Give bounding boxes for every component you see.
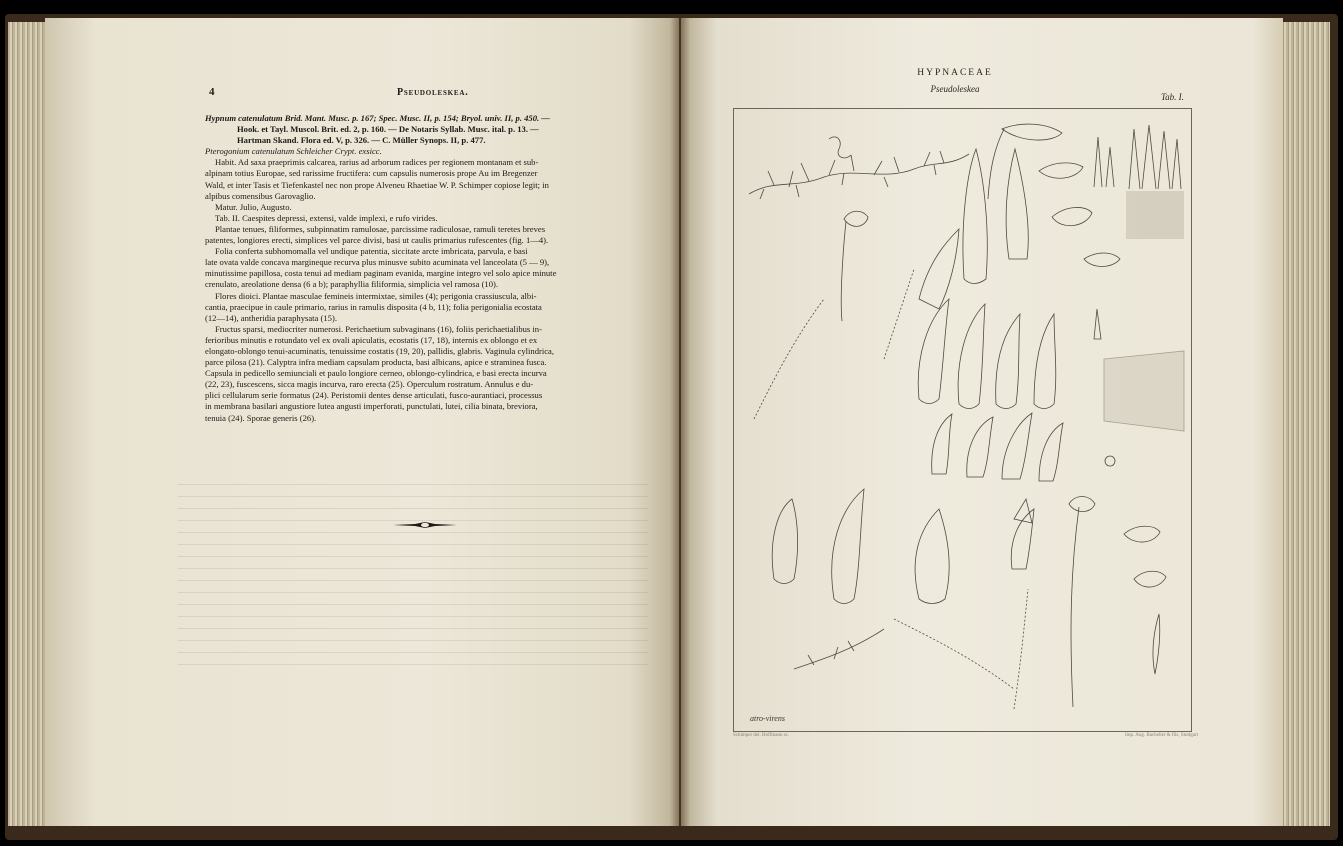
text-line: in membrana basilari angustiore lutea angusti imperforati, punctulati, lutei, cilia binata, breviora, xyxy=(205,401,538,412)
moss-shoot-illustration xyxy=(754,269,1028,709)
text-line: crenulato, areolatione densa (6 a b); paraphyllia filiformia, simplicia vel ramosa (10). xyxy=(205,279,499,290)
plate-caption: atro-virens xyxy=(750,714,785,723)
plate-genus: Pseudoleskea xyxy=(930,84,980,94)
text-line: Pterogonium catenulatum Schleicher Crypt. exsicc. xyxy=(205,146,382,157)
text-line: parce pilosa (21). Calyptra infra mediam capsulam producta, basi albicans, apice e straminea fusca. xyxy=(205,357,547,368)
page-number: 4 xyxy=(209,86,215,98)
page-edges-left xyxy=(8,22,50,826)
text-line: (22, 23), fuscescens, sicca magis incurva, raro erecta (25). Operculum rostratum. Annulus e du- xyxy=(205,379,534,390)
capsule-illustration xyxy=(988,124,1120,266)
text-line: tenuia (24). Sporae generis (26). xyxy=(205,412,317,423)
text-line: cantia, praecipue in caule primario, rarius in ramulis disposita (4 b, 11); folia perigonialia ecostata xyxy=(205,301,542,312)
page-header xyxy=(205,87,675,101)
moss-habit-illustration xyxy=(749,137,969,199)
leaf-illustrations xyxy=(772,149,1063,604)
plate-family: HYPNACEAE xyxy=(917,68,993,78)
text-line: Tab. II. Caespites depressi, extensi, valde implexi, e rufo virides. xyxy=(215,212,438,223)
engraver-credit-left: Schimper del. Hoffmann sc. xyxy=(733,733,790,738)
page-edges-right xyxy=(1283,22,1330,826)
text-line: Hypnum catenulatum Brid. Mant. Musc. p. 167; Spec. Musc. II, p. 154; Bryol. univ. II, p. 450. — xyxy=(205,113,550,123)
text-line: Fructus sparsi, mediocriter numerosi. Perichaetium subvaginans (16), foliis perichaetialibus in- xyxy=(215,323,542,334)
text-line: Habit. Ad saxa praeprimis calcarea, rarius ad arborum radices per regionem montanam et sub- xyxy=(215,157,539,168)
text-line: plici cellularum serie formatus (24). Peristomii dentes dense articulati, fusco-aurantiaci, processus xyxy=(205,390,543,401)
text-line: Flores dioici. Plantae masculae femineis intermixtae, similes (4); perigonia crassiuscula, albi- xyxy=(215,290,537,301)
show-through-text xyxy=(178,478,648,668)
text-line: (12—14), antheridia paraphysata (15). xyxy=(205,312,337,323)
plate-number: Tab. I. xyxy=(1161,92,1184,102)
text-line: Matur. Julio, Augusto. xyxy=(215,201,292,212)
text-line: alpibus comensibus Garovaglio. xyxy=(205,190,316,201)
text-line: Folia conferta subhomomalla vel undique patentia, siccitate arcte imbricata, parvula, e basi xyxy=(215,246,528,257)
botanical-plate xyxy=(733,108,1192,732)
text-line: elongato-oblongo tenui-acuminatis, tenuissime costatis (19, 20), pallidis, glabris. Vaginula cylindrica, xyxy=(205,345,555,356)
text-line: Hartman Skand. Flora ed. V, p. 326. — C. Müller Synops. II, p. 477. xyxy=(237,135,486,146)
printer-credit-right: Imp. Aug. Bachelier & fils, Stuttgart xyxy=(1125,733,1199,738)
text-line: Capsula in pedicello semiunciali et paulo longiore cerneo, oblongo-cylindrica, e basi erecta incurva xyxy=(205,368,547,379)
peristome-illustration xyxy=(1094,125,1184,239)
text-line: Plantae tenues, filiformes, subpinnatim ramulosae, parcissime radiculosae, ramuli teretes breves xyxy=(215,223,546,234)
text-line: patentes, longiores erecti, simplices vel parce divisi, basi ut caulis primarius rufescentes (fig. 1—4). xyxy=(205,235,549,246)
text-line: minutissime papillosa, costa tenui ad mediam paginam evanida, margine integro vel solo apice minute xyxy=(205,268,557,279)
sporophyte-illustration xyxy=(841,211,1166,707)
cell-detail-illustration xyxy=(1014,309,1184,523)
text-line: Hook. et Tayl. Muscol. Brit. ed. 2, p. 160. — De Notaris Syllab. Musc. ital. p. 13. — xyxy=(237,124,539,135)
ornament-rule xyxy=(393,521,457,529)
running-head: Pseudoleskea. xyxy=(397,87,469,98)
text-line: Wald, et inter Tasis et Tiefenkastel nec non prope Alveneu Rhaetiae W. P. Schimper copiose legit; in xyxy=(205,179,549,190)
text-line: ferioribus minutis e rotundato vel ex ovali apiculatis, ecostatis (17, 18), internis ex oblongo et ex xyxy=(205,334,538,345)
text-line: late ovata valde concava margineque recurva plus minusve subito acuminata vel lanceolata (5 — 9), xyxy=(205,257,550,268)
text-line: alpinam totius Europae, sed rarissime fructifera: cum capsulis numerosis prope Au im Bregenzer xyxy=(205,168,538,179)
left-page-text xyxy=(205,87,675,424)
